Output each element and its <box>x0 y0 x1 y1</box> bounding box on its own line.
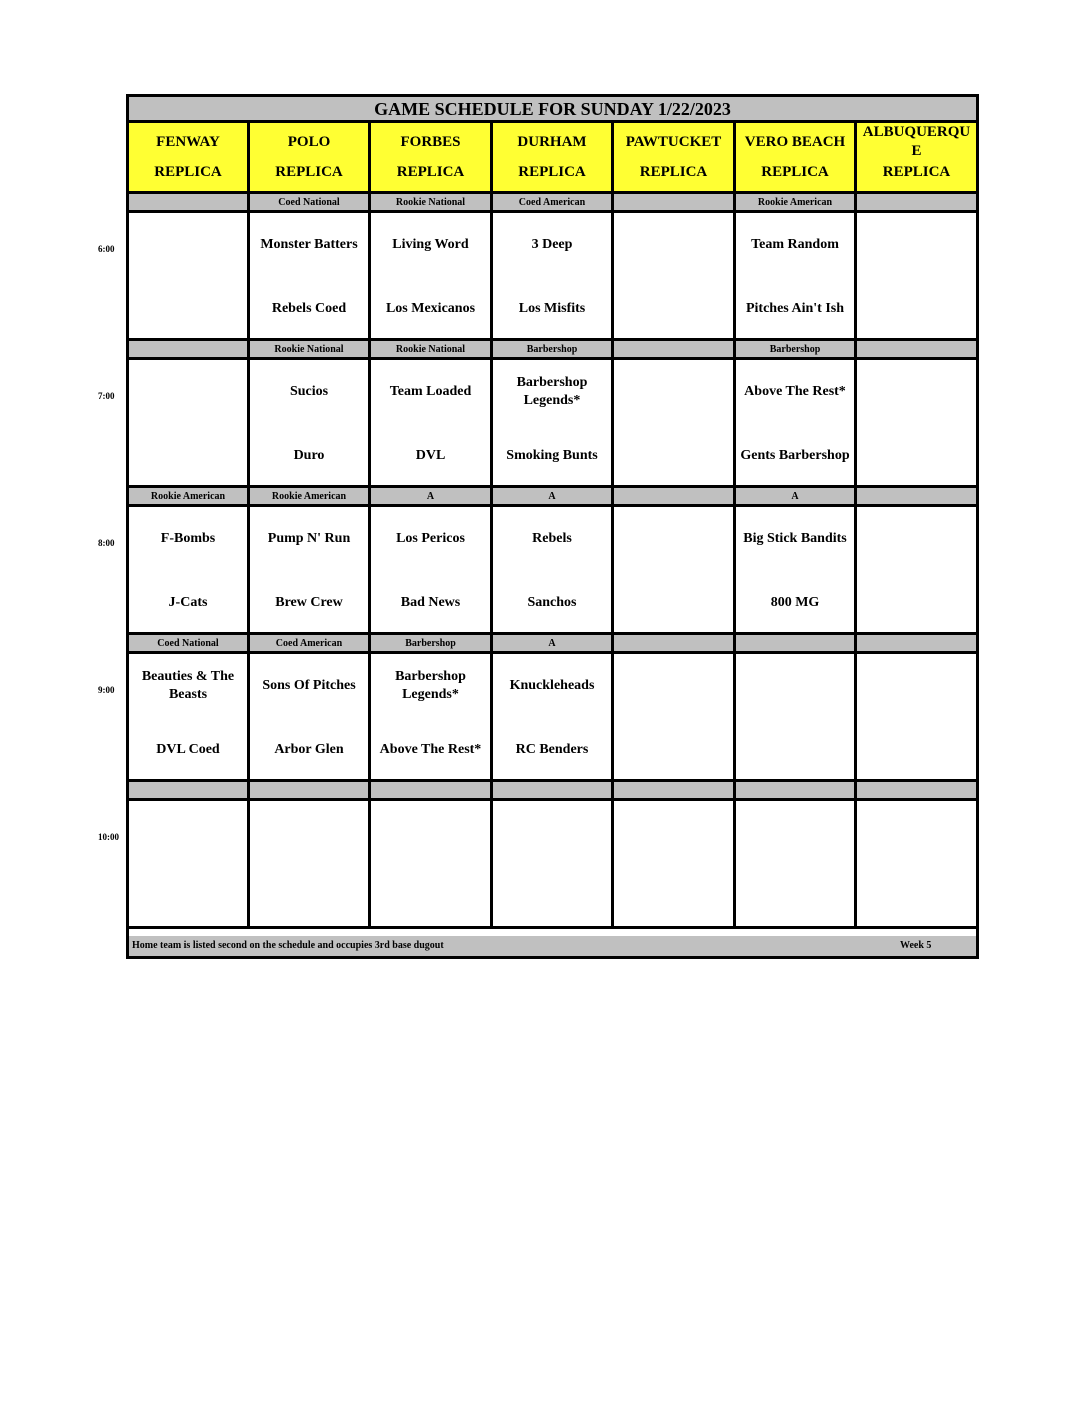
division-label <box>614 488 736 507</box>
division-label <box>614 782 736 801</box>
away-team <box>859 666 974 706</box>
away-team <box>616 372 731 412</box>
away-team: 3 Deep <box>531 237 573 252</box>
field-name: FORBES <box>400 134 461 150</box>
home-team: 800 MG <box>770 595 820 610</box>
division-label: Barbershop <box>736 341 857 360</box>
field-name: DURHAM <box>517 134 587 150</box>
time-slot-label: 9:00 <box>98 685 115 695</box>
home-team <box>616 583 731 623</box>
division-label <box>129 782 250 801</box>
away-team <box>131 372 245 412</box>
home-team: RC Benders <box>515 742 589 757</box>
game-cell <box>250 654 371 782</box>
home-team: DVL <box>415 448 446 463</box>
field-type: REPLICA <box>396 164 465 180</box>
division-label <box>857 782 976 801</box>
home-team: Los Misfits <box>518 301 586 316</box>
division-label <box>129 341 250 360</box>
game-cell <box>493 801 614 929</box>
game-cell <box>250 360 371 488</box>
home-team <box>616 289 731 329</box>
away-team <box>616 813 731 853</box>
field-header <box>857 123 976 194</box>
game-cell <box>736 213 857 341</box>
game-cell <box>736 507 857 635</box>
home-team <box>859 583 974 623</box>
game-cell <box>493 654 614 782</box>
home-team: Pitches Ain't Ish <box>745 301 844 316</box>
division-label: A <box>493 488 614 507</box>
home-team <box>495 877 609 917</box>
division-label <box>857 488 976 507</box>
game-cell <box>614 213 736 341</box>
away-team: Sons Of Pitches <box>262 678 356 693</box>
away-team <box>859 813 974 853</box>
division-label: Rookie American <box>129 488 250 507</box>
away-team: Barbershop Legends* <box>395 669 466 702</box>
away-team <box>859 225 974 265</box>
field-header <box>493 123 614 194</box>
home-team-note: Home team is listed second on the schedule and occupies 3rd base dugout <box>132 940 444 951</box>
division-label: Barbershop <box>493 341 614 360</box>
division-label: Coed National <box>129 635 250 654</box>
field-type: REPLICA <box>154 164 222 180</box>
game-cell <box>736 801 857 929</box>
away-team <box>738 666 852 706</box>
away-team: Knuckleheads <box>509 678 595 693</box>
division-label <box>857 341 976 360</box>
home-team: Gents Barbershop <box>740 448 850 463</box>
home-team <box>131 289 245 329</box>
away-team: Team Random <box>751 237 839 252</box>
field-header <box>614 123 736 194</box>
schedule-title: GAME SCHEDULE FOR SUNDAY 1/22/2023 <box>129 97 976 123</box>
home-team: Los Mexicanos <box>385 301 476 316</box>
field-header <box>371 123 493 194</box>
home-team <box>859 730 974 770</box>
home-team <box>738 730 852 770</box>
game-cell <box>614 360 736 488</box>
field-header <box>129 123 250 194</box>
field-name: POLO <box>287 134 331 150</box>
field-name: ALBUQUERQUE <box>862 124 971 159</box>
division-label: Coed American <box>493 194 614 213</box>
away-team: Pump N' Run <box>267 531 351 546</box>
away-team <box>373 813 488 853</box>
division-label: Coed National <box>250 194 371 213</box>
field-name: VERO BEACH <box>744 134 846 150</box>
away-team <box>859 372 974 412</box>
home-team <box>252 877 366 917</box>
game-cell <box>129 654 250 782</box>
game-cell <box>614 801 736 929</box>
time-slot-label: 10:00 <box>98 832 119 842</box>
division-label <box>736 782 857 801</box>
game-cell <box>250 801 371 929</box>
division-label: Rookie American <box>250 488 371 507</box>
game-cell <box>371 654 493 782</box>
away-team: Living Word <box>392 237 469 252</box>
game-cell <box>736 654 857 782</box>
schedule-table <box>126 94 979 959</box>
game-cell <box>857 360 976 488</box>
time-slot-label: 7:00 <box>98 391 115 401</box>
home-team <box>616 877 731 917</box>
game-cell <box>371 507 493 635</box>
away-team: Beauties & The Beasts <box>141 669 235 702</box>
away-team: F-Bombs <box>160 531 216 546</box>
division-label <box>857 635 976 654</box>
time-slot-label: 6:00 <box>98 244 115 254</box>
game-cell <box>614 507 736 635</box>
away-team: Sucios <box>289 384 329 399</box>
field-type: REPLICA <box>639 164 708 180</box>
division-label: Rookie American <box>736 194 857 213</box>
home-team <box>131 877 245 917</box>
game-cell <box>614 654 736 782</box>
division-label <box>493 782 614 801</box>
field-type: REPLICA <box>518 164 586 180</box>
home-team: Above The Rest* <box>379 742 482 757</box>
away-team <box>616 666 731 706</box>
home-team <box>616 436 731 476</box>
division-label <box>614 341 736 360</box>
division-label: Rookie National <box>250 341 371 360</box>
division-label: Barbershop <box>371 635 493 654</box>
field-name: PAWTUCKET <box>625 134 722 150</box>
division-label <box>614 194 736 213</box>
away-team: Team Loaded <box>389 384 472 399</box>
home-team: J-Cats <box>168 595 208 610</box>
away-team: Rebels <box>532 531 572 546</box>
game-cell <box>857 654 976 782</box>
game-cell <box>129 801 250 929</box>
game-cell <box>371 213 493 341</box>
field-type: REPLICA <box>761 164 829 180</box>
home-team: Duro <box>293 448 325 463</box>
division-label: A <box>493 635 614 654</box>
home-team <box>616 730 731 770</box>
home-team: Rebels Coed <box>271 301 347 316</box>
away-team <box>616 225 731 265</box>
week-label: Week 5 <box>900 940 932 951</box>
away-team <box>131 225 245 265</box>
field-name: FENWAY <box>156 134 220 150</box>
away-team <box>252 813 366 853</box>
game-cell <box>493 360 614 488</box>
field-type: REPLICA <box>275 164 343 180</box>
away-team: Above The Rest* <box>744 384 846 399</box>
home-team: Arbor Glen <box>274 742 344 757</box>
division-label <box>857 194 976 213</box>
away-team <box>131 813 245 853</box>
away-team: Monster Batters <box>260 237 358 252</box>
game-cell <box>736 360 857 488</box>
home-team <box>859 436 974 476</box>
field-header <box>250 123 371 194</box>
field-type: REPLICA <box>882 164 951 180</box>
home-team: DVL Coed <box>156 742 220 757</box>
game-cell <box>857 213 976 341</box>
game-cell <box>371 801 493 929</box>
away-team: Los Pericos <box>396 531 465 546</box>
away-team: Barbershop Legends* <box>516 375 588 408</box>
home-team: Sanchos <box>527 595 577 610</box>
away-team: Big Stick Bandits <box>743 531 847 546</box>
division-label: Coed American <box>250 635 371 654</box>
game-cell <box>493 213 614 341</box>
home-team <box>738 877 852 917</box>
away-team <box>616 519 731 559</box>
away-team <box>495 813 609 853</box>
schedule-footer <box>129 936 976 956</box>
game-cell <box>129 360 250 488</box>
division-label <box>250 782 371 801</box>
division-label: Rookie National <box>371 341 493 360</box>
game-cell <box>250 213 371 341</box>
home-team <box>131 436 245 476</box>
division-label <box>736 635 857 654</box>
home-team: Smoking Bunts <box>506 448 598 463</box>
division-label <box>371 782 493 801</box>
away-team <box>859 519 974 559</box>
home-team: Bad News <box>400 595 461 610</box>
field-header <box>736 123 857 194</box>
game-cell <box>250 507 371 635</box>
home-team: Brew Crew <box>275 595 343 610</box>
time-slot-label: 8:00 <box>98 538 115 548</box>
game-cell <box>371 360 493 488</box>
division-label: A <box>736 488 857 507</box>
game-cell <box>129 213 250 341</box>
division-label: A <box>371 488 493 507</box>
division-label <box>614 635 736 654</box>
away-team <box>738 813 852 853</box>
game-cell <box>129 507 250 635</box>
home-team <box>373 877 488 917</box>
game-cell <box>857 507 976 635</box>
division-label: Rookie National <box>371 194 493 213</box>
division-label <box>129 194 250 213</box>
game-cell <box>857 801 976 929</box>
home-team <box>859 877 974 917</box>
home-team <box>859 289 974 329</box>
game-cell <box>493 507 614 635</box>
